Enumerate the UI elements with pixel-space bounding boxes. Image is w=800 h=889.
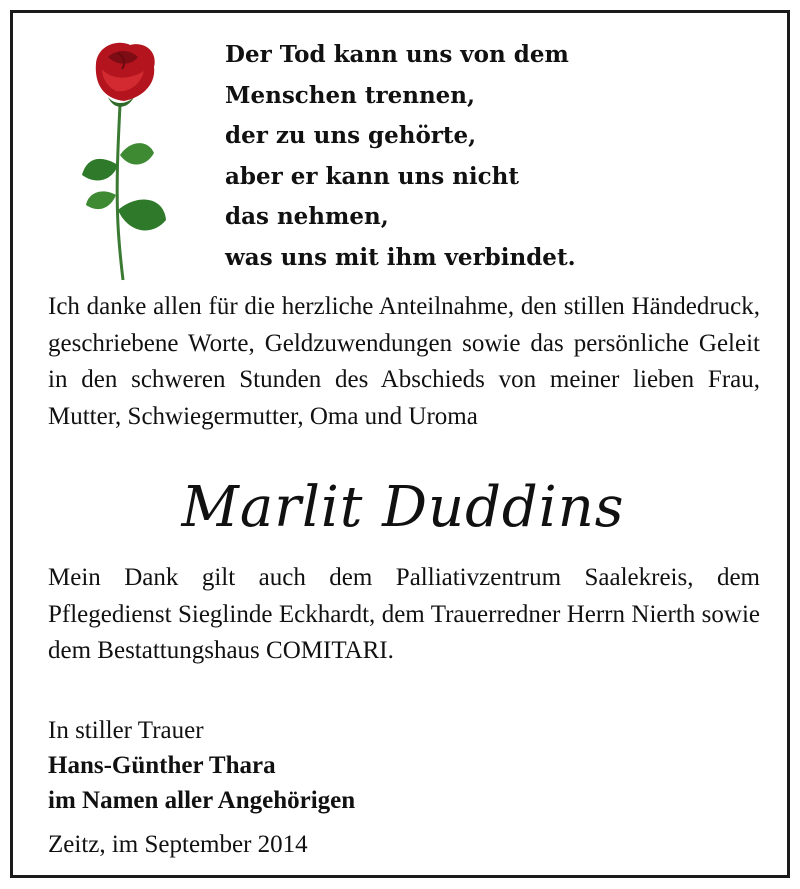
signature-intro: In stiller Trauer (48, 717, 204, 744)
signature-family: im Namen aller Angehörigen (48, 787, 356, 814)
poem-line: der zu uns gehörte, (225, 122, 477, 150)
obituary-frame (10, 10, 790, 878)
poem (225, 35, 765, 279)
poem-line: was uns mit ihm verbindet. (225, 243, 576, 271)
rose-icon (68, 35, 178, 285)
poem-line: Der Tod kann uns von dem (225, 41, 569, 68)
signature-name: Hans-Günther Thara (48, 752, 276, 779)
thanks-paragraph-2: Mein Dank gilt auch dem Palliativzentrum Saalekreis, dem Pflegedienst Sieglinde Eckhardt, dem Trauerredner Herrn Nierth sowie dem Bestattungshaus COMITARI. (48, 564, 760, 665)
place-date: Zeitz, im September 2014 (48, 831, 308, 858)
thanks-paragraph: Ich danke allen für die herzliche Anteilnahme, den stillen Händedruck, geschriebene Worte, Geldzuwendungen sowie das persönliche Geleit in den schweren Stunden des Abschieds von meiner lieben Frau, Mutter, Schwiegermutter, Oma und Uroma (48, 293, 760, 430)
poem-line: das nehmen, (225, 203, 389, 231)
deceased-name: Marlit Duddins (181, 475, 625, 540)
signature-block (48, 713, 760, 818)
poem-line: Menschen trennen, (225, 81, 476, 109)
poem-line: aber er kann uns nicht (225, 162, 520, 190)
